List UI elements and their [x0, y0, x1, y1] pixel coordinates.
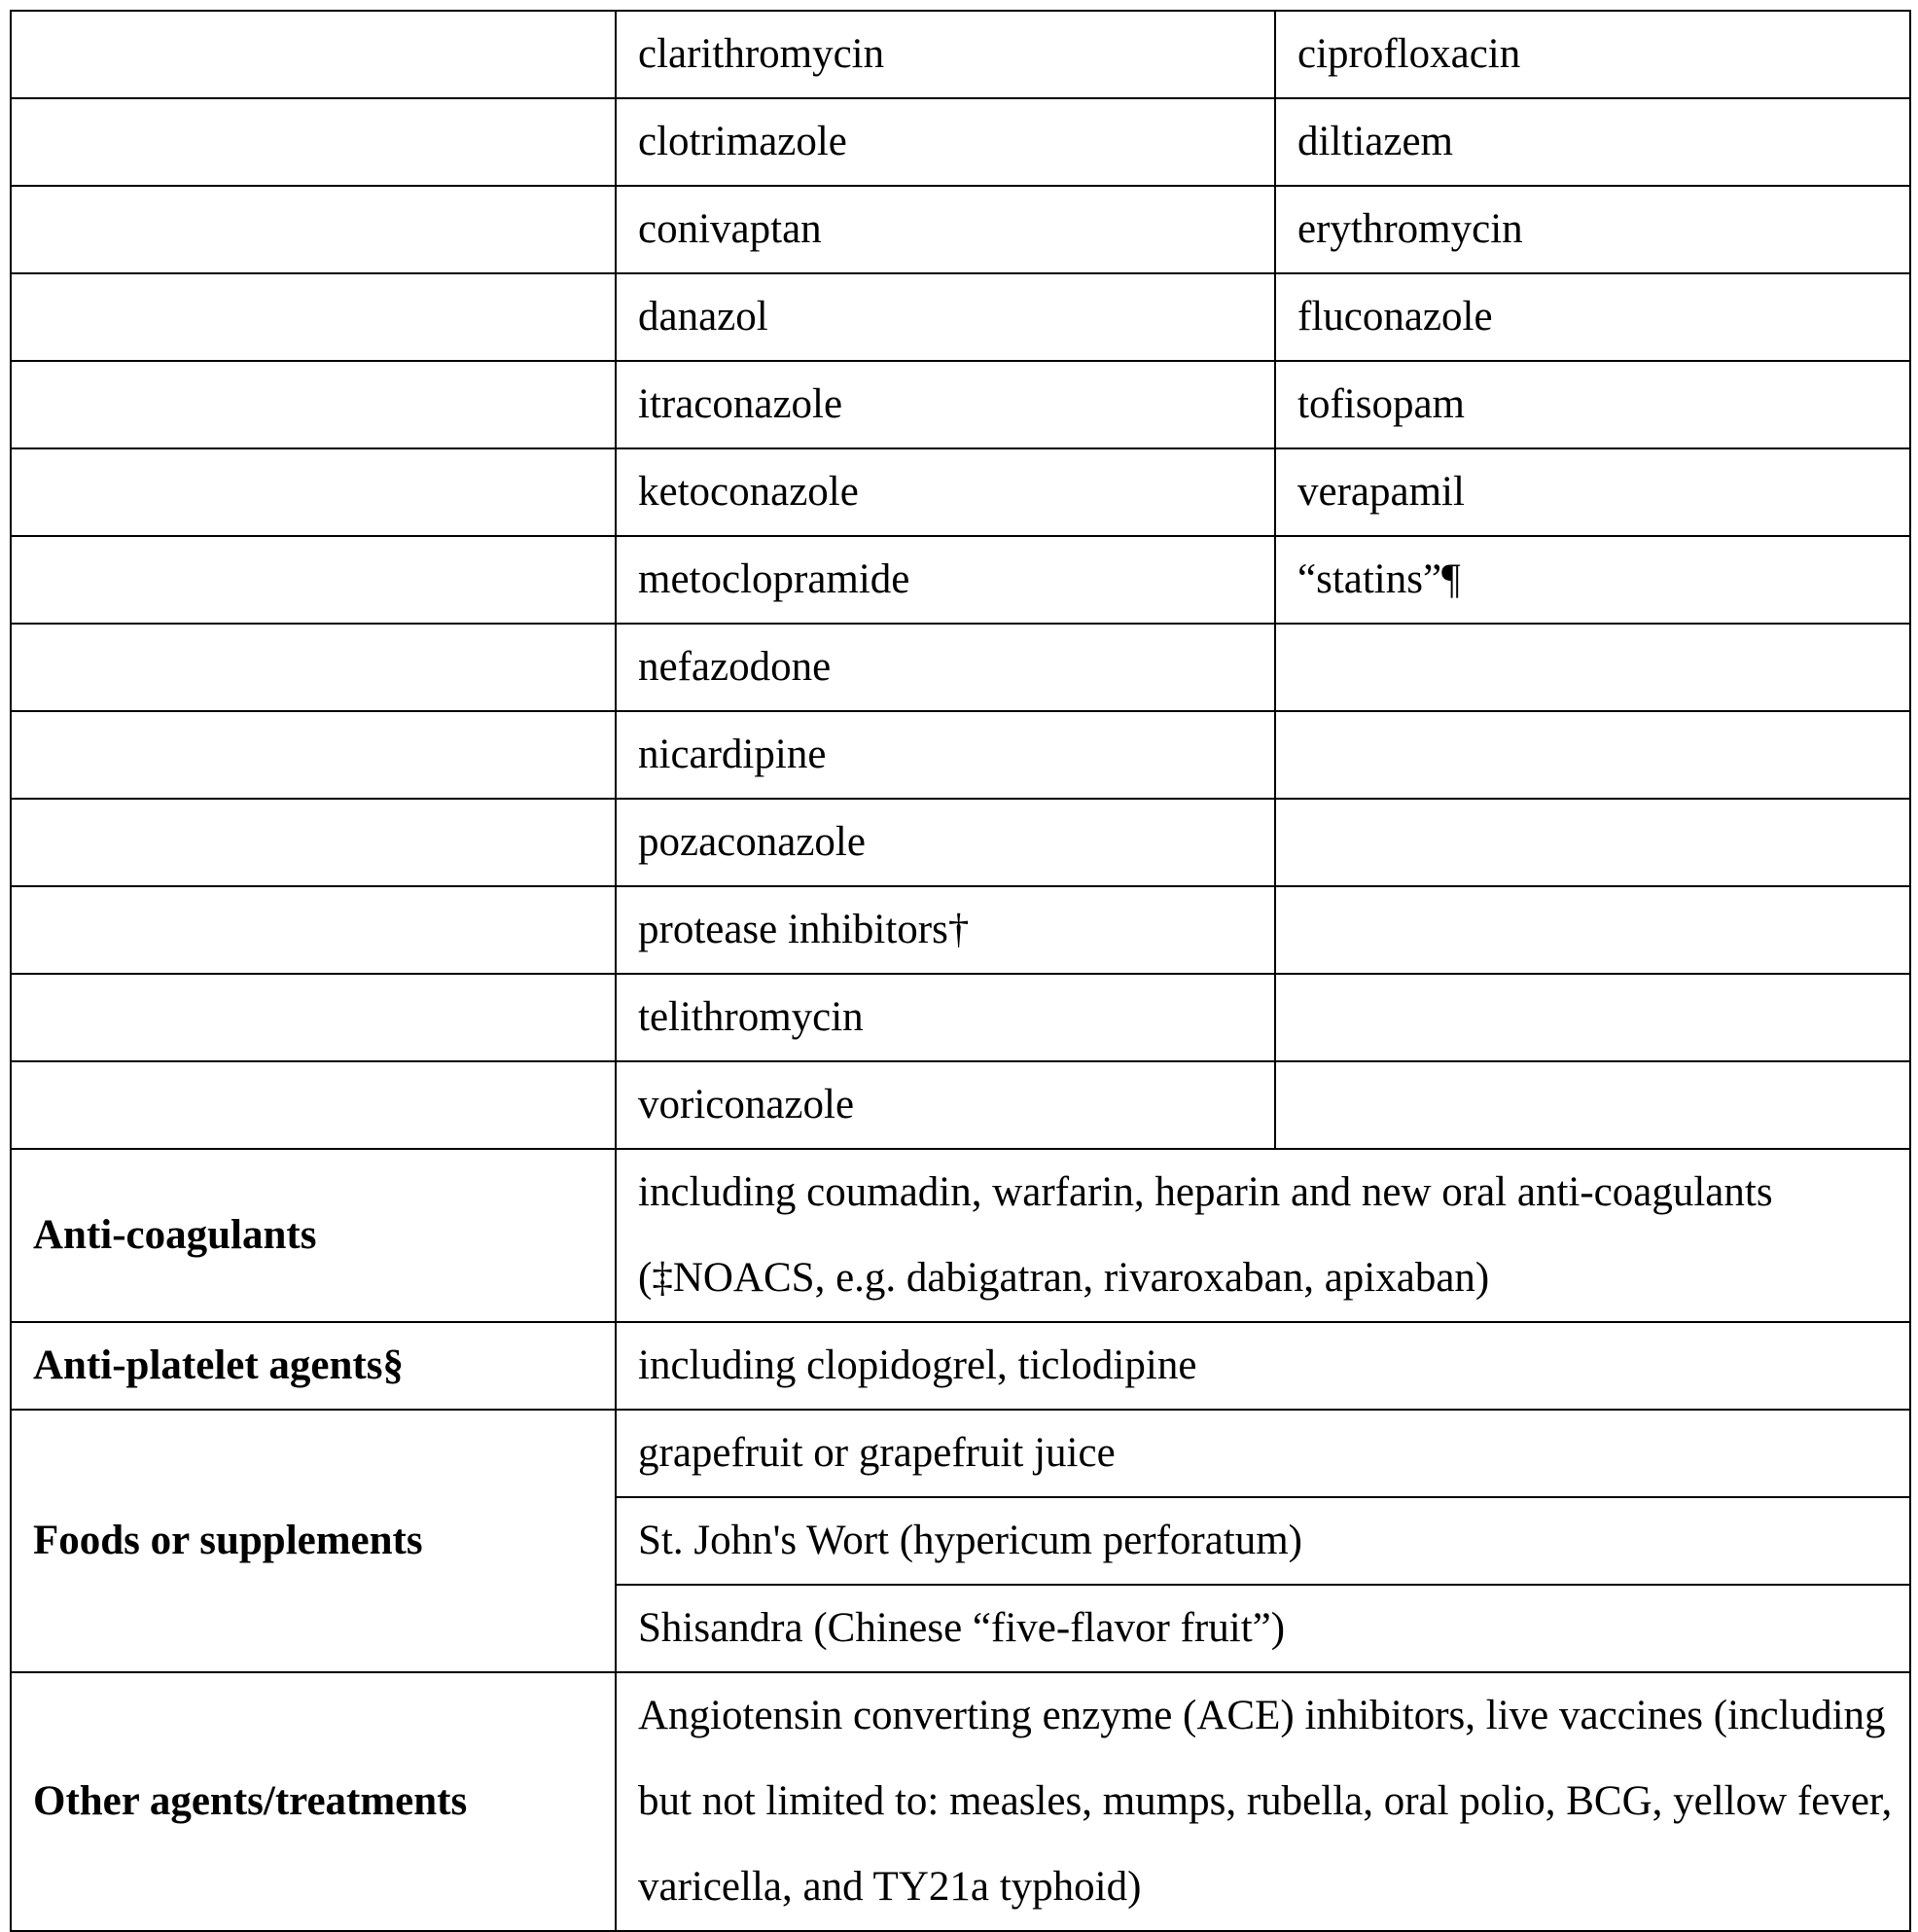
table-row: [11, 711, 1910, 799]
strong-inhibitor-cell: danazol: [616, 273, 1275, 361]
category-cell: [11, 273, 616, 361]
strong-inhibitor-cell: metoclopramide: [616, 536, 1275, 624]
drug-interaction-table: [10, 10, 1911, 1932]
moderate-inhibitor-cell: verapamil: [1275, 448, 1910, 536]
anticoagulants-description: including coumadin, warfarin, heparin and new oral anti-coagulants (‡NOACS, e.g. dabigatran, rivaroxaban, apixaban): [616, 1149, 1910, 1322]
moderate-inhibitor-cell: [1275, 624, 1910, 711]
other-agents-row: [11, 1672, 1910, 1931]
moderate-inhibitor-cell: fluconazole: [1275, 273, 1910, 361]
food-item: grapefruit or grapefruit juice: [616, 1410, 1910, 1497]
strong-inhibitor-cell: clotrimazole: [616, 98, 1275, 186]
moderate-inhibitor-cell: [1275, 799, 1910, 886]
category-cell: [11, 448, 616, 536]
table-row: [11, 1061, 1910, 1149]
moderate-inhibitor-cell: [1275, 1061, 1910, 1149]
strong-inhibitor-cell: pozaconazole: [616, 799, 1275, 886]
category-cell: [11, 98, 616, 186]
strong-inhibitor-cell: ketoconazole: [616, 448, 1275, 536]
table-row: [11, 974, 1910, 1061]
table-row: [11, 361, 1910, 448]
strong-inhibitor-cell: telithromycin: [616, 974, 1275, 1061]
moderate-inhibitor-cell: [1275, 974, 1910, 1061]
table-row: [11, 273, 1910, 361]
table-row: [11, 624, 1910, 711]
category-cell: [11, 536, 616, 624]
table-row: [11, 98, 1910, 186]
food-item: Shisandra (Chinese “five-flavor fruit”): [616, 1585, 1910, 1672]
moderate-inhibitor-cell: [1275, 886, 1910, 974]
strong-inhibitor-cell: itraconazole: [616, 361, 1275, 448]
category-cell: [11, 186, 616, 273]
strong-inhibitor-cell: voriconazole: [616, 1061, 1275, 1149]
category-cell: [11, 886, 616, 974]
category-cell: [11, 11, 616, 98]
moderate-inhibitor-cell: “statins”¶: [1275, 536, 1910, 624]
category-cell: [11, 974, 616, 1061]
category-cell: [11, 624, 616, 711]
food-item: St. John's Wort (hypericum perforatum): [616, 1497, 1910, 1585]
table-row: [11, 536, 1910, 624]
category-cell: [11, 799, 616, 886]
table-row: [11, 886, 1910, 974]
category-cell: [11, 1061, 616, 1149]
moderate-inhibitor-cell: [1275, 711, 1910, 799]
foods-label: Foods or supplements: [11, 1410, 616, 1672]
strong-inhibitor-cell: clarithromycin: [616, 11, 1275, 98]
table-row: [11, 11, 1910, 98]
strong-inhibitor-cell: nicardipine: [616, 711, 1275, 799]
moderate-inhibitor-cell: diltiazem: [1275, 98, 1910, 186]
table-row: [11, 186, 1910, 273]
category-cell: [11, 711, 616, 799]
moderate-inhibitor-cell: tofisopam: [1275, 361, 1910, 448]
moderate-inhibitor-cell: ciprofloxacin: [1275, 11, 1910, 98]
antiplatelet-description: including clopidogrel, ticlodipine: [616, 1322, 1910, 1410]
category-cell: [11, 361, 616, 448]
moderate-inhibitor-cell: erythromycin: [1275, 186, 1910, 273]
other-agents-label: Other agents/treatments: [11, 1672, 616, 1931]
strong-inhibitor-cell: protease inhibitors†: [616, 886, 1275, 974]
table-row: [11, 799, 1910, 886]
antiplatelet-label: Anti-platelet agents§: [11, 1322, 616, 1410]
table-row: [11, 448, 1910, 536]
antiplatelet-row: [11, 1322, 1910, 1410]
foods-row: [11, 1410, 1910, 1497]
other-agents-description: Angiotensin converting enzyme (ACE) inhibitors, live vaccines (including but not limited to: measles, mumps, rubella, oral polio, BCG, yellow fever, varicella, and TY21a typhoid): [616, 1672, 1910, 1931]
strong-inhibitor-cell: conivaptan: [616, 186, 1275, 273]
strong-inhibitor-cell: nefazodone: [616, 624, 1275, 711]
anticoagulants-label: Anti-coagulants: [11, 1149, 616, 1322]
anticoagulants-row: [11, 1149, 1910, 1322]
